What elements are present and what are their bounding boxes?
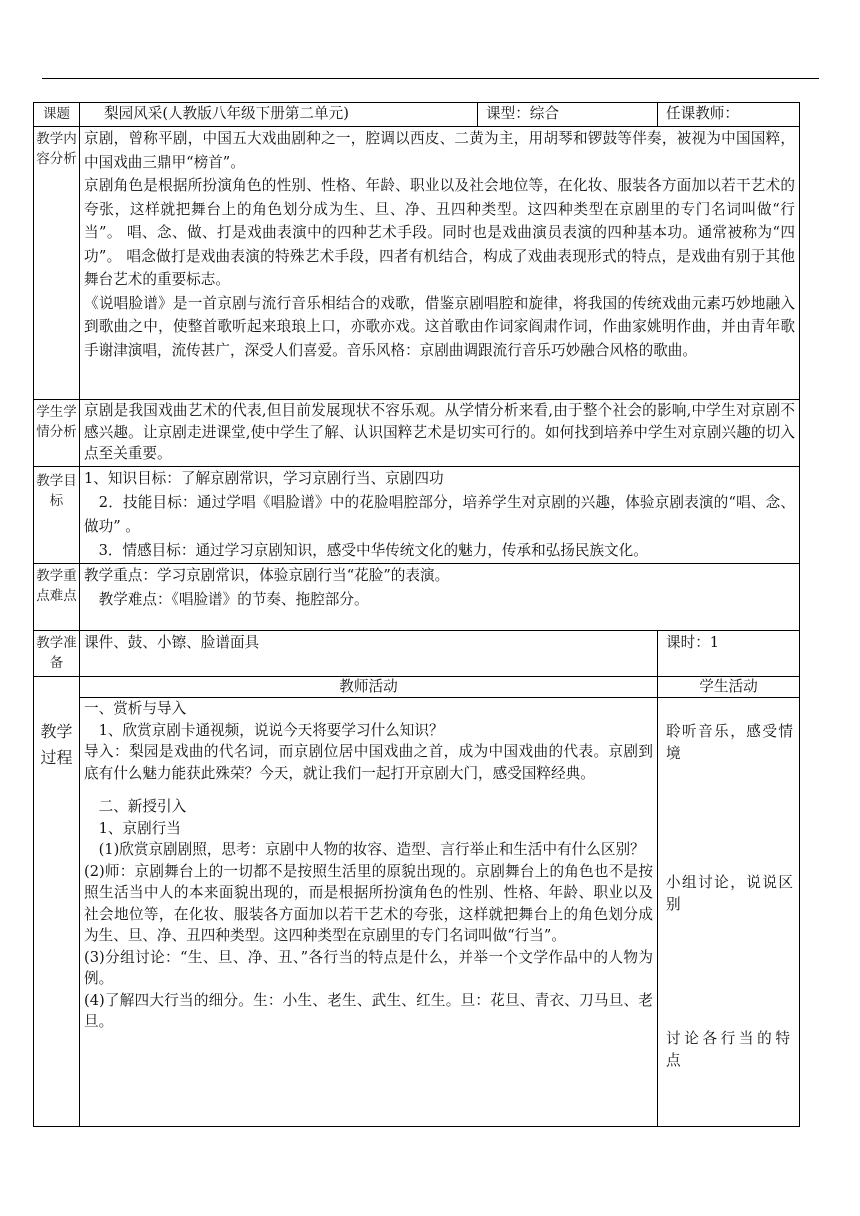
student-activity-cell	[658, 698, 800, 1127]
content-analysis-text	[80, 127, 800, 400]
teacher-activity-cell	[80, 698, 658, 1127]
student-line: 讨论各行当的特点	[666, 1030, 793, 1069]
teacher-line: 1、京剧行当	[84, 819, 181, 837]
teacher-line: (1)欣赏京剧剧照，思考：京剧中人物的妆容、造型、言行举止和生活中有什么区别？	[84, 841, 645, 858]
content-paragraph: 《说唱脸谱》是一首京剧与流行音乐相结合的戏歌，借鉴京剧唱腔和旋律，将我国的传统戏曲元素巧妙地融入到歌曲之中，使整首歌听起来琅琅上口，亦歌亦戏。这首歌由作词家阎肃作词，作曲家姚明作曲，并由青年歌手谢津演唱，流传甚广，深受人们喜爱。音乐风格：京剧曲调跟流行音乐巧妙融合风格的歌曲。	[84, 294, 795, 359]
topic-title: 梨园风采(人教版八年级下册第二单元)	[80, 103, 478, 127]
teacher-line: 1、欣赏京剧卡通视频，说说今天将要学习什么知识？	[84, 721, 444, 739]
process-body-row	[34, 698, 800, 1127]
teacher-field: 任课教师：	[658, 103, 800, 127]
process-label: 教学过程	[34, 677, 80, 1127]
objective-item: 1、知识目标：了解京剧常识，学习京剧行当、京剧四功	[84, 470, 444, 487]
content-analysis-label: 教学内容分析	[34, 127, 80, 400]
content-analysis-row	[34, 127, 800, 400]
objectives-row	[34, 467, 800, 564]
objectives-label: 教学目标	[34, 467, 80, 564]
teacher-line: (4)了解四大行当的细分。生：小生、老生、武生、红生。旦：花旦、青衣、刀马旦、老旦。	[84, 991, 653, 1030]
preparation-text: 课件、鼓、小镲、脸谱面具	[80, 631, 658, 677]
student-line: 聆听音乐，感受情境	[666, 723, 793, 762]
objective-item: 3．情感目标：通过学习京剧知识，感受中华传统文化的魅力，传承和弘扬民族文化。	[84, 542, 648, 559]
content-paragraph: 京剧，曾称平剧，中国五大戏曲剧种之一，腔调以西皮、二黄为主，用胡琴和锣鼓等伴奏，被视为中国国粹，中国戏曲三鼎甲“榜首”。	[84, 130, 795, 171]
key-points-label: 教学重点难点	[34, 564, 80, 631]
objectives-text	[80, 467, 800, 564]
teacher-line: 导入：梨园是戏曲的代名词，而京剧位居中国戏曲之首，成为中国戏曲的代表。京剧到底有什么魅力能获此殊荣？今天，就让我们一起打开京剧大门，感受国粹经典。	[84, 743, 653, 782]
objective-item: 2．技能目标：通过学唱《唱脸谱》中的花脸唱腔部分，培养学生对京剧的兴趣，体验京剧表演的“唱、念、做功” 。	[84, 494, 795, 535]
key-points-row	[34, 564, 800, 631]
teacher-line: (3)分组讨论：“生、旦、净、丑、”各行当的特点是什么，并举一个文学作品中的人物为例。	[84, 948, 653, 987]
key-point-item: 教学重点：学习京剧常识，体验京剧行当“花脸”的表演。	[84, 567, 450, 584]
teacher-line: 一、赏析与导入	[84, 700, 187, 717]
lesson-plan-table	[33, 102, 800, 1127]
teacher-line: 二、新授引入	[84, 798, 187, 815]
class-hours: 课时：1	[658, 631, 800, 677]
header-rule	[42, 78, 819, 79]
topic-label: 课题	[34, 103, 80, 127]
content-paragraph: 京剧角色是根据所扮演角色的性别、性格、年龄、职业以及社会地位等，在化妆、服装各方面加以若干艺术的夸张，这样就把舞台上的角色划分成为生、旦、净、丑四种类型。这四种类型在京剧里的专门名词叫做“行当”。 唱、念、做、打是戏曲表演中的四种艺术手段。同时也是戏曲演员表演的四种基本功。通常被称为“四功”。 唱念做打是戏曲表演的特殊艺术手段，四者有机结合，构成了戏曲表现形式的特点，是戏曲有别于其他舞台艺术的重要标志。	[84, 177, 795, 288]
student-analysis-label: 学生学情分析	[34, 400, 80, 467]
key-point-item: 教学难点：《唱脸谱》的节奏、拖腔部分。	[84, 591, 369, 608]
teacher-activity-header: 教师活动	[80, 677, 658, 698]
student-activity-header: 学生活动	[658, 677, 800, 698]
student-analysis-text: 京剧是我国戏曲艺术的代表,但目前发展现状不容乐观。从学情分析来看,由于整个社会的影响,中学生对京剧不感兴趣。让京剧走进课堂,使中学生了解、认识国粹艺术是切实可行的。如何找到培养中学生对京剧兴趣的切入点至关重要。	[80, 400, 800, 467]
key-points-text	[80, 564, 800, 631]
student-line: 小组讨论，说说区别	[666, 874, 793, 913]
process-header-row	[34, 677, 800, 698]
course-type: 课型：综合	[478, 103, 658, 127]
teacher-line: (2)师：京剧舞台上的一切都不是按照生活里的原貌出现的。京剧舞台上的角色也不是按照生活当中人的本来面貌出现的，而是根据所扮演角色的性别、性格、年龄、职业以及社会地位等，在化妆、服装各方面加以若干艺术的夸张，这样就把舞台上的角色划分成为生、旦、净、丑四种类型。这四种类型在京剧里的专门名词叫做“行当”。	[84, 862, 653, 944]
title-row	[34, 103, 800, 127]
student-analysis-row	[34, 400, 800, 467]
preparation-row	[34, 631, 800, 677]
preparation-label: 教学准备	[34, 631, 80, 677]
